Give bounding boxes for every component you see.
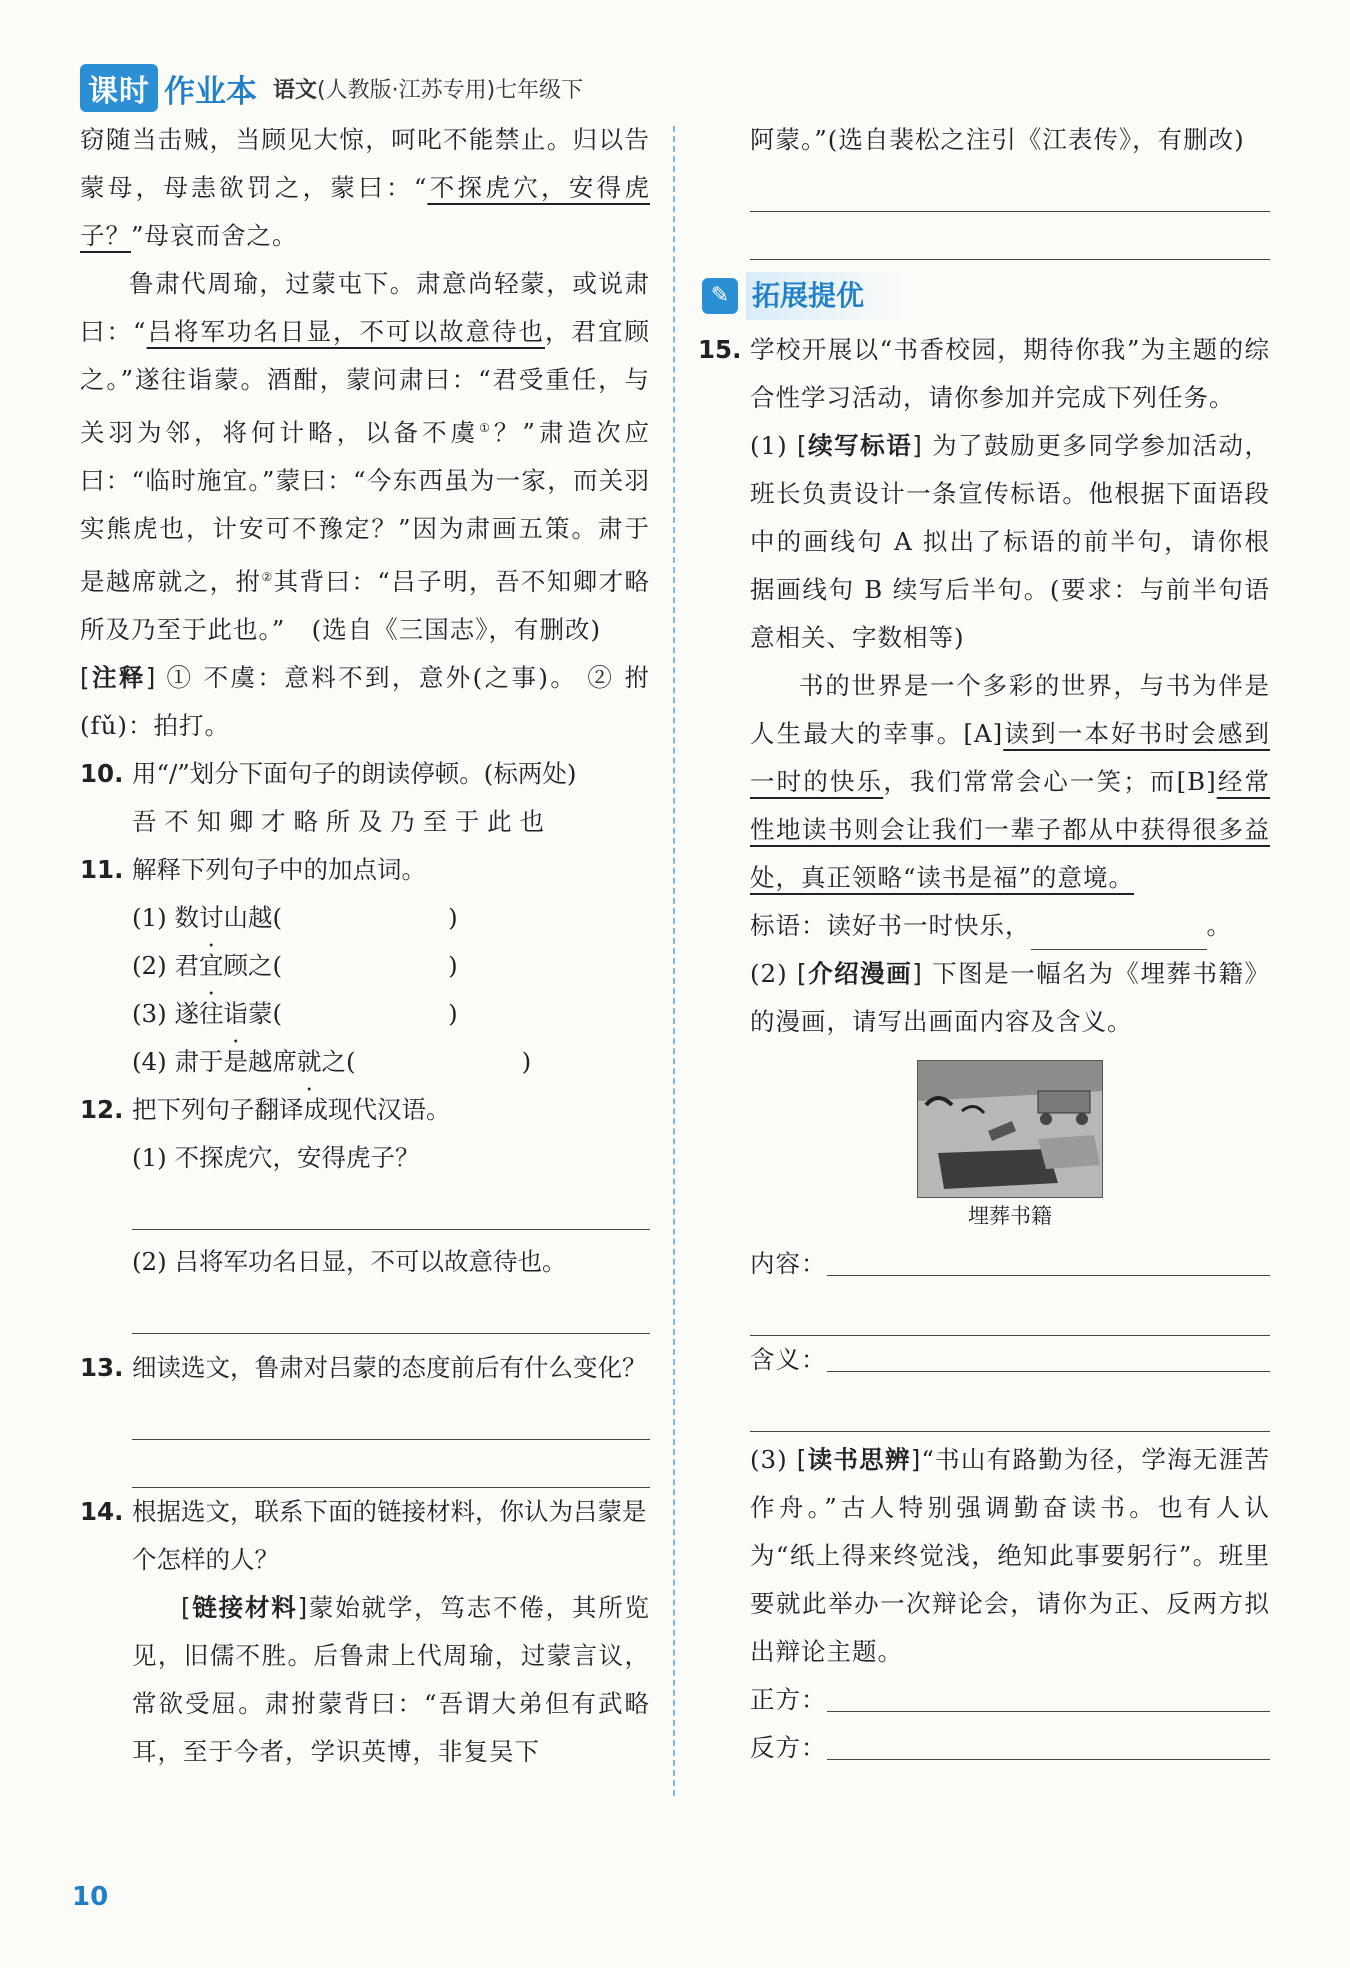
item-text: ): [448, 903, 458, 933]
edition-label: (人教版·江苏专用)七年级下: [317, 77, 584, 103]
q11-item[interactable]: [80, 990, 650, 1038]
burying-books-cartoon: [918, 1061, 1103, 1198]
passage-text: 鲁肃代周瑜，过蒙屯下。肃意尚轻蒙，或说肃曰：“: [80, 269, 650, 346]
passage-line: 窃随当击贼，当顾见大惊，呵叱不能禁止。归以: [80, 125, 625, 154]
question-number: 14.: [80, 1497, 124, 1527]
question-number: 15.: [698, 335, 742, 364]
q15-passage: [750, 662, 1270, 902]
meaning-label: 含义：: [750, 1345, 827, 1374]
answer-line[interactable]: [132, 1182, 650, 1230]
question-text: 解释下列句子中的加点词。: [132, 855, 426, 885]
part-text: “书山有路勤为径，学海无涯苦作舟。”古人特别强调勤奋读书。也有人认为“纸上得来终觉浅，绝知此事要躬行”。班里要就此举办一次辩论会，请你为正、反两方拟出辩论主题。: [750, 1445, 1270, 1666]
q12-sentence-2: (2) 吕将军功名日显，不可以故意待也。: [132, 1247, 567, 1277]
item-text: 君: [174, 951, 199, 981]
con-blank[interactable]: [827, 1724, 1271, 1760]
section-title: 拓展提优: [746, 272, 904, 320]
content-label: 内容：: [750, 1249, 827, 1278]
dotted-word: 就: [297, 1047, 322, 1077]
left-column: [80, 116, 650, 1776]
notes-label: 注释: [90, 663, 146, 693]
q11-item[interactable]: [80, 942, 650, 990]
page-number: 10: [72, 1882, 109, 1912]
answer-line[interactable]: [750, 212, 1270, 260]
passage-text: ，君宜顾之。”遂往诣蒙。酒酣，蒙问肃曰：“君受重任，与关羽为邻，将何计略，以备不虞: [80, 317, 651, 448]
underlined-sentence-b: 经常性地读书则会让我们一辈子都从中获得很多益处，真正领略“读书是福”的意境。: [750, 767, 1271, 892]
question-text: 把下列句子翻译成现代汉语。: [132, 1095, 451, 1125]
item-number: (4): [132, 1047, 175, 1077]
dotted-word: 宜: [199, 951, 224, 981]
passage-text: ，我们常常会心一笑；而[B]: [883, 767, 1217, 796]
item-number: (3): [132, 999, 175, 1029]
link-continuation: 阿蒙。”(选自裴松之注引《江表传》，有删改): [750, 125, 1245, 154]
meaning-row: [750, 1336, 1270, 1384]
underlined-sentence: 子？: [80, 221, 131, 250]
section-header: [702, 270, 1270, 322]
meaning-blank[interactable]: [827, 1336, 1271, 1372]
item-text: 遂往: [174, 999, 224, 1029]
question-number: 12.: [80, 1095, 124, 1125]
part-label: 介绍漫画: [807, 959, 913, 988]
question-13: [80, 1344, 650, 1392]
part-label: 续写标语: [807, 431, 913, 460]
answer-line[interactable]: [750, 1288, 1270, 1336]
slogan-label: 标语：读好书一时快乐，: [750, 911, 1031, 940]
item-text: 蒙(: [248, 999, 283, 1029]
passage-text: 其背曰：“吕子明，吾不知卿才略所及乃至于此也。”: [80, 567, 651, 645]
slogan-blank[interactable]: [1031, 914, 1207, 950]
question-14: [80, 1488, 650, 1584]
passage-source: (选自《三国志》，有删改): [311, 615, 602, 645]
pencil-icon: ✎: [702, 278, 738, 314]
question-text: 用“/”划分下面句子的朗读停顿。(标两处): [132, 759, 577, 789]
item-text: 之(: [321, 1047, 356, 1077]
q15-part-1: (1) [续写标语] 为了鼓励更多同学参加活动，班长负责设计一条宣传标语。他根据下面语段中的画线句 A 拟出了标语的前半句，请你根据画线句 B 续写后半句。(要求：与前半句语意相关、字数相等): [750, 431, 1271, 652]
question-text: 学校开展以“书香校园，期待你我”为主题的综合性学习活动，请你参加并完成下列任务。: [750, 335, 1270, 412]
question-text: 细读选文，鲁肃对吕蒙的态度前后有什么变化？: [132, 1353, 647, 1383]
content-row: [750, 1240, 1270, 1288]
q11-item[interactable]: [80, 894, 650, 942]
passage-text: 书的世界是一个多彩的世界，与书为伴是人生最大的幸事。[A]: [750, 671, 1270, 748]
answer-line[interactable]: [750, 164, 1270, 212]
item-text: 数: [174, 903, 199, 933]
question-10: [80, 750, 650, 798]
underlined-sentence: 吕将军功名日显，不可以故意待也: [146, 317, 546, 346]
con-row: [750, 1724, 1270, 1772]
dotted-word: 诣: [223, 999, 248, 1029]
right-column: [698, 116, 1271, 1772]
punctuation: 。: [1206, 911, 1232, 940]
link-text: 蒙始就学，笃志不倦，其所览见，旧儒不胜。后鲁肃上代周瑜，过蒙言议，常欲受屈。肃拊蒙背曰：“吾谓大弟但有武略耳，至于今者，学识英博，非复吴下: [132, 1593, 651, 1767]
passage-text: ？”肃造次应曰：“临时施宜。”蒙曰：“今东西虽为一家，而关羽实熊虎也，计安可不豫定？”因为肃画五策。肃于是越席就之，拊: [80, 418, 650, 597]
passage-paragraph: [80, 260, 650, 654]
note-marker: ②: [261, 570, 274, 585]
item-text: 肃于是越席: [174, 1047, 297, 1077]
con-label: 反方：: [750, 1733, 827, 1762]
passage-line: ”母哀而舍之。: [131, 221, 298, 250]
cartoon-image: [917, 1060, 1103, 1198]
passage-line: 告蒙母，母恚欲罚之，蒙曰：“: [80, 125, 650, 202]
part-text: 为了鼓励更多同学参加活动，班长负责设计一条宣传标语。他根据下面语段中的画线句 A 拟出了标语的前半句，请你根据画线句 B 续写后半句。(要求：与前半句语意相关、字数相等): [750, 431, 1271, 652]
part-text: 下图是一幅名为《埋葬书籍》的漫画，请写出画面内容及含义。: [750, 959, 1271, 1036]
subject-label: 语文: [273, 77, 318, 103]
answer-line[interactable]: [132, 1286, 650, 1334]
note-marker: ①: [479, 421, 494, 435]
pro-row: [750, 1676, 1270, 1724]
link-material: [链接材料]蒙始就学，笃志不倦，其所览见，旧儒不胜。后鲁肃上代周瑜，过蒙言议，常欲受屈。肃拊蒙背曰：“吾谓大弟但有武略耳，至于今者，学识英博，非复吴下: [132, 1593, 651, 1767]
content-blank[interactable]: [827, 1240, 1271, 1276]
question-number: 10.: [80, 759, 124, 789]
link-label: 链接材料: [191, 1593, 298, 1623]
item-number: (2): [132, 951, 175, 981]
question-text: 根据选文，联系下面的链接材料，你认为吕蒙是个怎样的人？: [132, 1497, 647, 1575]
cartoon-figure: [880, 1060, 1140, 1234]
brand-name: 作业本: [164, 73, 257, 110]
page-header: [80, 66, 583, 110]
q15-part-2: (2) [介绍漫画] 下图是一幅名为《埋葬书籍》的漫画，请写出画面内容及含义。: [750, 959, 1271, 1036]
question-12: [80, 1086, 650, 1134]
underlined-sentence-a: 读到一本好书时会感到一时的快乐: [750, 719, 1271, 796]
question-15: [698, 326, 1270, 422]
column-divider: [673, 126, 675, 1796]
item-text: ): [521, 1047, 532, 1077]
question-11: [80, 846, 650, 894]
item-number: (1): [132, 903, 175, 933]
pro-label: 正方：: [750, 1685, 827, 1714]
answer-line[interactable]: [750, 1384, 1270, 1432]
item-text: 山越(: [223, 903, 283, 933]
notes-text: ① 不虞：意料不到，意外(之事)。 ② 拊(fǔ)：拍打。: [80, 663, 651, 741]
slogan-row: [750, 902, 1270, 950]
pro-blank[interactable]: [827, 1676, 1271, 1712]
q12-sentence-1: (1) 不探虎穴，安得虎子？: [132, 1143, 420, 1173]
notes: [注释] ① 不虞：意料不到，意外(之事)。 ② 拊(fǔ)：拍打。: [80, 663, 651, 741]
question-number: 11.: [80, 855, 124, 885]
item-text: ): [448, 999, 458, 1029]
cartoon-caption: 埋葬书籍: [968, 1204, 1052, 1228]
q11-item[interactable]: [80, 1038, 650, 1086]
question-number: 13.: [80, 1353, 124, 1383]
q15-part-3: (3) [读书思辨]“书山有路勤为径，学海无涯苦作舟。”古人特别强调勤奋读书。也有人认为“纸上得来终觉浅，绝知此事要躬行”。班里要就此举办一次辩论会，请你为正、反两方拟出辩论主题。: [750, 1445, 1270, 1666]
item-text: 顾之(: [223, 951, 283, 981]
underlined-sentence: 不探虎穴，安得虎: [427, 173, 650, 202]
answer-line[interactable]: [132, 1392, 650, 1440]
book-info: [273, 73, 583, 104]
passage-text: [80, 116, 650, 260]
brand-logo: 课时: [80, 64, 158, 112]
dotted-word: 讨: [199, 903, 224, 933]
answer-line[interactable]: [132, 1440, 650, 1488]
item-text: ): [448, 951, 458, 981]
q10-sentence[interactable]: 吾 不 知 卿 才 略 所 及 乃 至 于 此 也: [132, 807, 544, 837]
part-label: 读书思辨: [807, 1445, 911, 1474]
